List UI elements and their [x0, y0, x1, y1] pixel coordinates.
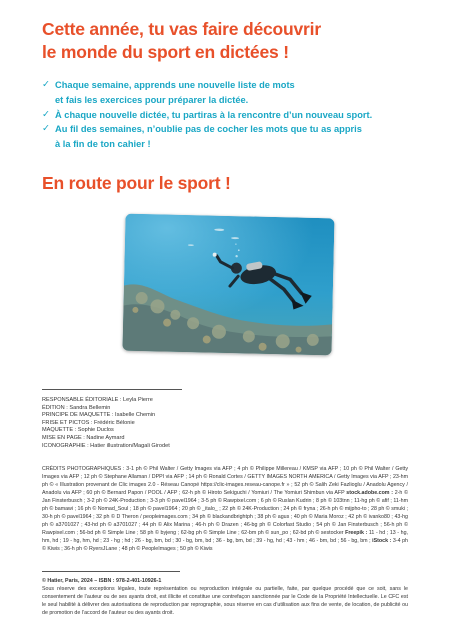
check-icon: ✓	[42, 123, 50, 135]
legal-notice	[42, 578, 408, 618]
credit-line: ÉDITION : Sandra Bellemin	[42, 404, 111, 411]
legal-text: Sous réserve des exceptions légales, toute représentation ou reproduction intégrale ou partielle, faite, par quelque procédé que ce soit, sans le consentement de l’auteur ou de ses ayants droit, est illicite et constitue une contrefaçon sanctionnée par le Code de la Propriété Intellectuelle. Le CFC est le seul habilité à délivrer des autorisations de reproduction par reprographie, sous réserve en cas d’utilisation aux fins de vente, de location, de publicité ou de promotion de l’accord de l’auteur ou des ayants droit.	[42, 585, 408, 616]
credit-line: MISE EN PAGE : Nadine Aymard	[42, 434, 125, 441]
intro-bullet	[42, 108, 432, 123]
copyright-line: © Hatier, Paris, 2024 – ISBN : 978-2-401-10926-1	[42, 578, 162, 584]
page-headline	[42, 18, 412, 64]
editorial-credits	[42, 397, 422, 450]
photo-credits-label: CRÉDITS PHOTOGRAPHIQUES :	[42, 466, 125, 472]
headline-line-2: le monde du sport en dictées !	[42, 42, 289, 62]
credit-line: FRISE ET PICTOS : Frédéric Bélonie	[42, 419, 135, 426]
istock-label: iStock :	[372, 538, 392, 544]
stock-label: stock.adobe.com :	[346, 490, 393, 496]
credit-line: MAQUETTE : Sophie Duclos	[42, 427, 114, 434]
intro-bullet	[42, 122, 432, 152]
credit-line: ICONOGRAPHIE : Hatier illustration/Magali Girodet	[42, 442, 170, 449]
istock-credits-text: 3-4 ph © Kiwis ; 36-h ph © RyersJLane ; 48 ph © PeopleImages ; 50 ph © Kiwis	[42, 538, 408, 552]
headline-line-1: Cette année, tu vas faire découvrir	[42, 19, 321, 39]
bullet-line: et fais les exercices pour préparer la dictée.	[55, 94, 249, 105]
photo-credits-text: 3-1 ph © Phil Walter / Getty Images via AFP ; 4 ph © Philippe Millereau / KMSP via AFP ; 10 ph © Phil Walter / Getty Images via AFP ; 12 ph © Stephane Allaman / DPPI via AFP ; 14 ph © Ronald Cortes / GETTY IMAGES NORTH AMERICA / Getty Images via AFP ; 23-hm ph © « Illustration provenant de Clic images 2.0 - Réseau Canopé https://clic-images.reseau-canope.fr » ; 52 ph © Salih Zeki Fazlioglu / Anadolu Agency / Anadolu via AFP ; 60 ph © Bernard Papon / POOL / AFP ; 62-h ph © Hiroto Sekiguchi / Yomiuri / The Yomiuri Shimbun via AFP	[42, 466, 408, 496]
stock-credits-text: 2-h © Jan Finsterbusch ; 3-2 ph © 24K-Production ; 3-3 ph © pavel1964 ; 3-5 ph © Rawpixel.com ; 6 ph © Ruslan Kudrin ; 8 ph © 103tnn ; 11-hg ph © afif ; 11-hm ph © bamawi ; 16 ph © Nomad_Soul ; 18 ph © pavel1964 ; 20 ph © _italo_ ; 22 ph © 24K-Production ; 24 ph © fryna ; 26-h ph © mijpho-to ; 28 ph © smuki ; 30-h ph © pavel1964 ; 32 ph © D Theron / peopleimages.com ; 34 ph © blackandbrightph ; 38 ph © agus ; 40 ph © Maria Moroz ; 42 ph © ivanko80 ; 43-hg ph © a3701027 ; 43-hd ph © a3701027 ; 44 ph © Alix Marina ; 46-h ph © Drazen ; 46-bg ph © Colorfast Studio ; 54 ph © Jan Finsterbusch ; 56-h ph © Rawpixel.com ; 56-bd ph © Simple Line ; 58 ph © byjeng ; 62-bg ph © Simple Line ; 62-bm ph © sun_po ; 62-bd ph © sestocker	[42, 490, 408, 536]
bullet-line: à la fin de ton cahier !	[55, 139, 151, 150]
divider	[42, 389, 182, 390]
freepik-credits-text: 11 - hd ; 13 - hg, hm, hd ; 19 - hg, hm, hd ; 23 - hg ; hd ; 26 - bg, bm, bd ; 30 - bg, bm, bd ; 36 - bg, bm, bd ; 39 - hg, hd ; 43 - hm ; 46 - bm, bd ; 56 - bg, bm ;	[42, 530, 408, 544]
credit-line: RESPONSABLE ÉDITORIALE : Leyla Pierre	[42, 397, 153, 403]
freepik-label: Freepik :	[345, 530, 368, 536]
divider	[42, 571, 180, 572]
credit-line: PRINCIPE DE MAQUETTE : Isabelle Chemin	[42, 412, 156, 419]
bullet-line: À chaque nouvelle dictée, tu partiras à la rencontre d’un nouveau sport.	[55, 109, 373, 120]
section-subtitle: En route pour le sport !	[42, 173, 231, 193]
intro-bullet-list	[42, 78, 432, 152]
bullet-line: Chaque semaine, apprends une nouvelle liste de mots	[55, 80, 295, 90]
check-icon: ✓	[42, 108, 50, 120]
check-icon: ✓	[42, 79, 50, 90]
scuba-diver-photo	[122, 214, 334, 356]
intro-bullet	[42, 78, 432, 108]
photo-credits	[42, 465, 408, 553]
bullet-line: Au fil des semaines, n’oublie pas de cocher les mots que tu as appris	[55, 124, 362, 135]
